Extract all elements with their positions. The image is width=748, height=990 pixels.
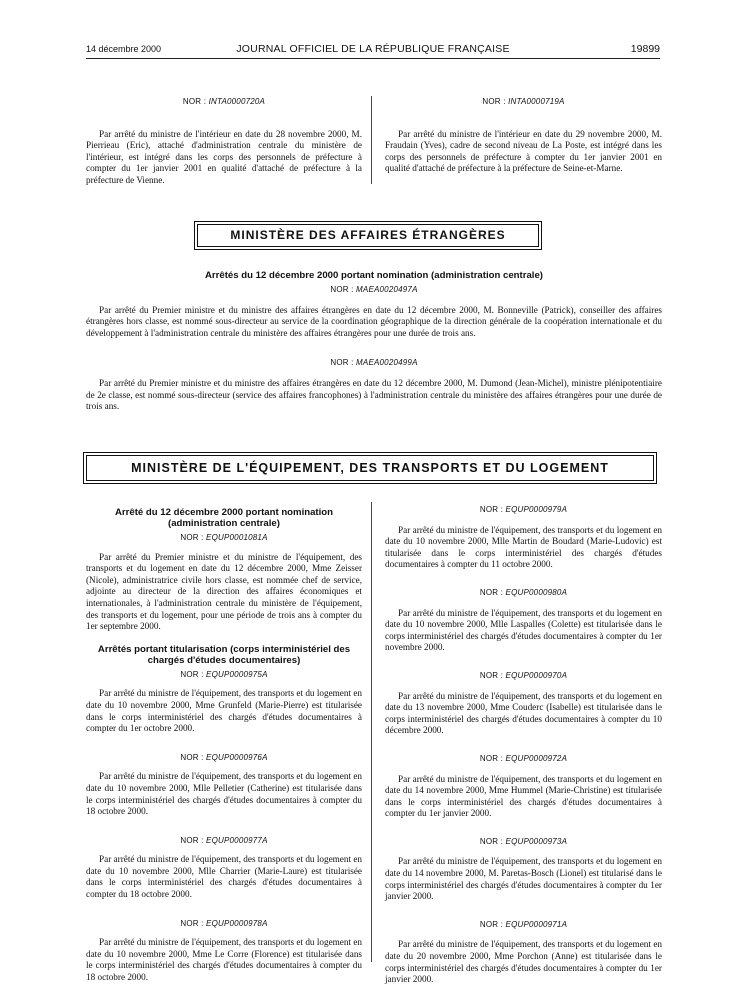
arrete-paragraph: Par arrêté du ministre de l'équipement, des transports et du logement en date du 10 novembre 2000, Mlle Martin de Boudard (Marie-Ludovic) est titularisée dans le corps interministériel des chargés d'études documentaires à compter du 11 octobre 2000. (385, 524, 662, 570)
affaires-etrangeres-section (86, 270, 662, 413)
nor-reference: NOR : EQUP0000972A (479, 753, 568, 763)
header-journal-title: JOURNAL OFFICIEL DE LA RÉPUBLIQUE FRANÇAISE (236, 43, 510, 55)
header-page-number: 19899 (630, 43, 660, 55)
arrete-paragraph: Par arrêté du Premier ministre et du ministre des affaires étrangères en date du 12 décembre 2000, M. Dumond (Jean-Michel), ministre plénipotentiaire de 2e classe, est nommé sous-directeur (service des affaires francophones) à l'administration centrale du ministère des affaires étrangères pour une durée de trois ans. (86, 377, 662, 412)
arretes-title: Arrêtés portant titularisation (corps interministériel des chargés d'études documentaires) (97, 643, 351, 666)
arrete-paragraph: Par arrêté du ministre de l'équipement, des transports et du logement en date du 14 novembre 2000, M. Paretas-Bosch (Lionel) est titularisé dans le corps interministériel des chargés d'études documentaires à compter du 1er janvier 2000. (385, 856, 662, 902)
ministry-title-box: MINISTÈRE DES AFFAIRES ÉTRANGÈRES (197, 224, 539, 247)
column-divider (371, 502, 372, 962)
nor-reference: NOR : EQUP0000970A (479, 670, 568, 680)
arrete-paragraph: Par arrêté du ministre de l'équipement, des transports et du logement en date du 14 novembre 2000, Mme Hummel (Marie-Christine) est titularisée dans le corps interministériel des chargés d'études documentaires à compter du 1er janvier 2000. (385, 773, 662, 819)
nor-reference: NOR : INTA0000720A (182, 97, 266, 106)
arrete-paragraph: Par arrêté du ministre de l'équipement, des transports et du logement en date du 13 novembre 2000, Mme Couderc (Isabelle) est titularisée dans le corps interministériel des chargés d'études documentaires à compter du 10 décembre 2000. (385, 690, 662, 736)
arrete-paragraph: Par arrêté du Premier ministre et du ministre des affaires étrangères en date du 12 décembre 2000, M. Bonneville (Patrick), conseiller des affaires étrangères hors classe, est nommé sous-directeur au service de la coordination géographique de la direction générale de la coopération internationale et du développement à l'administration centrale du ministère des affaires étrangères pour une durée de trois ans. (86, 304, 662, 338)
equipement-right-column (385, 504, 662, 986)
arrete-paragraph: Par arrêté du ministre de l'équipement, des transports et du logement en date du 10 novembre 2000, Mlle Pelletier (Catherine) est titularisée dans le corps interministériel des chargés d'études documentaires à compter du 18 octobre 2000. (86, 771, 362, 817)
arrete-paragraph: Par arrêté du ministre de l'équipement, des transports et du logement en date du 10 novembre 2000, Mme Le Corre (Florence) est titularisée dans le corps interministériel des chargés d'études documentaires à compter du 18 octobre 2000. (86, 937, 362, 983)
column-divider (371, 96, 372, 184)
arrete-title: Arrêté du 12 décembre 2000 portant nomination (administration centrale) (114, 507, 334, 529)
arrete-block (86, 284, 662, 413)
nor-reference: NOR : EQUP0000973A (479, 836, 568, 846)
nor-reference: NOR : EQUP0001081A (180, 533, 268, 542)
nor-reference: NOR : MAEA0020497A (330, 285, 418, 294)
arrete-paragraph: Par arrêté du ministre de l'équipement, des transports et du logement en date du 10 novembre 2000, Mlle Laspalles (Colette) est titularisée dans le corps interministériel des chargés d'études documentaires à compter du 1er novembre 2000. (385, 607, 662, 653)
nor-reference: NOR : EQUP0000978A (180, 918, 268, 928)
arrete-paragraph: Par arrêté du ministre de l'équipement, des transports et du logement en date du 20 novembre 2000, Mme Porchon (Anne) est titularisée dans le corps interministériel des chargés d'études documentaires à compter du 1er janvier 2000. (385, 939, 662, 985)
arrete-paragraph: Par arrêté du Premier ministre et du ministre de l'équipement, des transports et du logement en date du 12 décembre 2000, Mme Zeisser (Nicole), administratrice civile hors classe, est nommée chef de service, adjointe au directeur de la direction des affaires économiques et internationales, à l'administration centrale du ministère de l'équipement, des transports et du logement, pour une période de trois ans à compter du 1er septembre 2000. (86, 551, 362, 632)
top-right-column (385, 96, 662, 175)
arretes-title: Arrêtés du 12 décembre 2000 portant nomination (administration centrale) (205, 270, 543, 281)
page-header (86, 42, 660, 59)
arrete-paragraph: Par arrêté du ministre de l'équipement, des transports et du logement en date du 10 novembre 2000, Mme Grunfeld (Marie-Pierre) est titularisée dans le corps interministériel des chargés d'études documentaires à compter du 1er octobre 2000. (86, 688, 362, 734)
nor-reference: NOR : EQUP0000979A (479, 505, 568, 514)
nor-reference: NOR : EQUP0000975A (180, 669, 268, 679)
arrete-paragraph: Par arrêté du ministre de l'intérieur en date du 29 novembre 2000, M. Fraudain (Yves), cadre de second niveau de La Poste, est intégré dans les corps des personnels de préfecture à compter du 1er janvier 2001 en qualité d'attaché de préfecture à la préfecture de Seine-et-Marne. (385, 128, 662, 174)
arrete-paragraph: Par arrêté du ministre de l'intérieur en date du 28 novembre 2000, M. Pierrieau (Eric), attaché d'administration centrale du ministère de l'intérieur, est intégré dans les corps des personnels de préfecture à compter du 1er janvier 2001 en qualité d'attaché de préfecture à la préfecture de Vienne. (86, 128, 362, 185)
nor-reference: NOR : EQUP0000977A (180, 835, 268, 845)
ministry-title-box: MINISTÈRE DE L'ÉQUIPEMENT, DES TRANSPORTS ET DU LOGEMENT (86, 455, 654, 481)
equipement-left-column (86, 507, 362, 984)
nor-reference: NOR : MAEA0020499A (330, 358, 418, 368)
top-left-column (86, 96, 362, 187)
nor-reference: NOR : EQUP0000971A (479, 919, 568, 929)
arrete-paragraph: Par arrêté du ministre de l'équipement, des transports et du logement en date du 10 novembre 2000, Mlle Charrier (Marie-Laure) est titularisée dans le corps interministériel des chargés d'études documentaires à compter du 18 octobre 2000. (86, 854, 362, 900)
nor-reference: NOR : EQUP0000976A (180, 752, 268, 762)
nor-reference: NOR : INTA0000719A (482, 97, 565, 106)
nor-reference: NOR : EQUP0000980A (479, 587, 568, 597)
header-date: 14 décembre 2000 (86, 44, 162, 54)
